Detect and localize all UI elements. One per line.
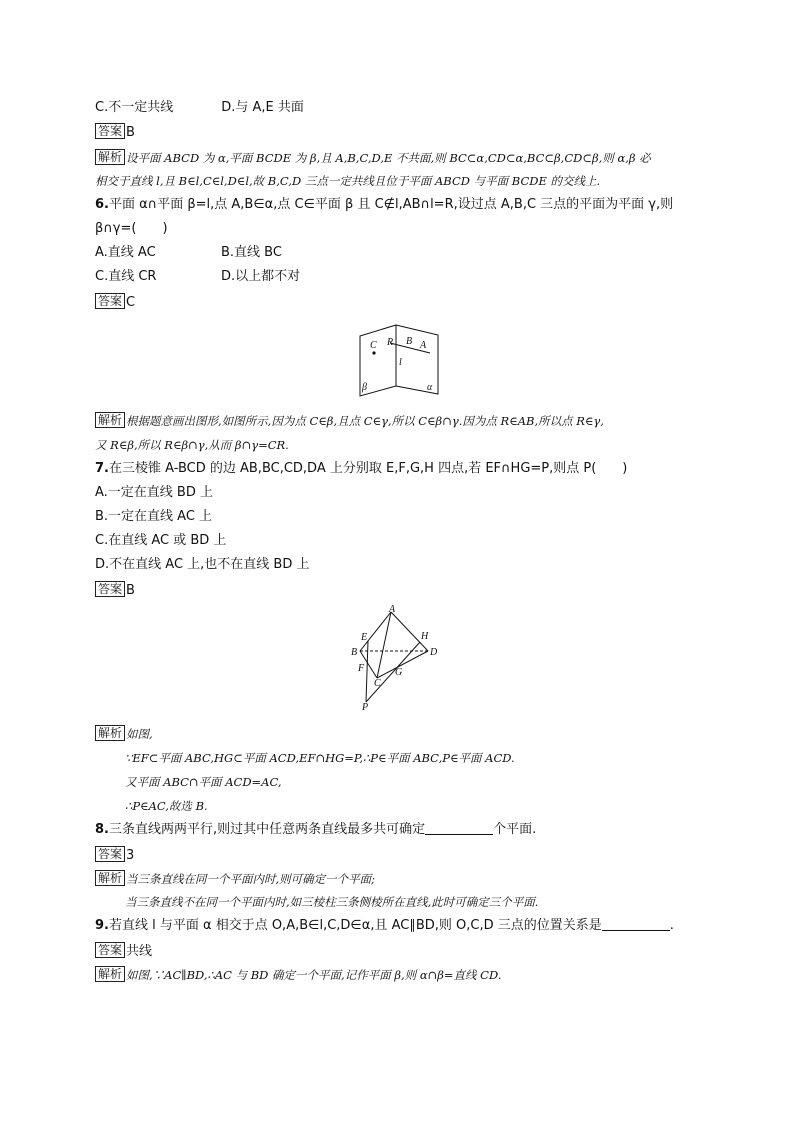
label-beta: β — [362, 382, 367, 393]
q6-option-d: D.以上都不对 — [221, 269, 301, 284]
q9-analysis: 解析 如图,∵AC∥BD,∴AC 与 BD 确定一个平面,记作平面 β,则 α∩β=直线 CD. — [95, 966, 501, 984]
analysis-label: 解析 — [95, 725, 125, 741]
q7-analysis-line-3: 又平面 ABC∩平面 ACD=AC, — [125, 775, 282, 789]
answer-label: 答案 — [95, 293, 125, 309]
q7-analysis-line-4: ∴P∈AC,故选 B. — [125, 799, 208, 813]
q7-analysis-line-2: ∵EF⊂平面 ABC,HG⊂平面 ACD,EF∩HG=P,∴P∈平面 ABC,P∈平面 ACD. — [125, 751, 515, 765]
analysis-label: 解析 — [95, 149, 125, 165]
q6-stem-line-2: β∩γ=( ) — [95, 221, 168, 236]
q7-answer — [95, 581, 135, 599]
label-p: P — [362, 702, 369, 712]
analysis-label: 解析 — [95, 412, 125, 428]
analysis-label: 解析 — [95, 966, 125, 982]
q5-answer — [95, 123, 135, 141]
q6-options-ab — [95, 245, 282, 261]
q7-analysis-line-1: 解析 如图, — [95, 725, 153, 743]
q9-answer-value: 共线 — [126, 944, 153, 959]
q5-answer-value: B — [126, 125, 135, 140]
q7-answer-value: B — [126, 583, 135, 598]
label-a: A — [389, 604, 396, 615]
q8-blank — [425, 822, 493, 835]
q6-stem-line-1: 6.平面 α∩平面 β=l,点 A,B∈α,点 C∈平面 β 且 C∉l,AB∩l=R,设过点 A,B,C 三点的平面为平面 γ,则 — [95, 197, 674, 212]
q7-option-b: B.一定在直线 AC 上 — [95, 509, 213, 524]
q6-analysis-line-2: 又 R∈β,所以 R∈β∩γ,从而 β∩γ=CR. — [95, 438, 289, 452]
answer-label: 答案 — [95, 846, 125, 862]
label-e: E — [361, 632, 368, 643]
q6-options-cd — [95, 269, 300, 285]
q7-figure-tetrahedron — [344, 604, 444, 712]
label-c: C — [374, 678, 381, 689]
q8-analysis-line-1: 解析 当三条直线在同一个平面内时,则可确定一个平面; — [95, 870, 375, 888]
label-d: D — [430, 647, 438, 658]
q6-answer — [95, 293, 135, 311]
label-f: F — [358, 663, 365, 674]
answer-label: 答案 — [95, 942, 125, 958]
q7-option-c: C.在直线 AC 或 BD 上 — [95, 533, 227, 548]
q9-answer — [95, 942, 152, 960]
q7-number: 7. — [95, 461, 109, 476]
label-b: B — [406, 336, 413, 347]
q8-answer — [95, 846, 134, 864]
label-h: H — [421, 631, 429, 642]
label-a: A — [420, 340, 427, 351]
label-c: C — [370, 340, 377, 351]
q9-blank — [602, 918, 670, 931]
q8-answer-value: 3 — [126, 848, 135, 863]
q5-option-d: D.与 A,E 共面 — [221, 100, 304, 115]
q6-answer-value: C — [126, 295, 136, 310]
q5-option-c: C.不一定共线 — [95, 100, 174, 115]
answer-label: 答案 — [95, 123, 125, 139]
label-l: l — [399, 357, 402, 368]
q7-option-d: D.不在直线 AC 上,也不在直线 BD 上 — [95, 557, 310, 572]
q8-analysis-line-2: 当三条直线不在同一个平面内时,如三棱柱三条侧棱所在直线,此时可确定三个平面. — [125, 895, 539, 909]
q6-option-c: C.直线 CR — [95, 269, 157, 284]
label-g: G — [395, 667, 403, 678]
q6-option-b: B.直线 BC — [221, 245, 282, 260]
q6-number: 6. — [95, 197, 109, 212]
analysis-label: 解析 — [95, 870, 125, 886]
q8-number: 8. — [95, 822, 109, 837]
q5-options-cd — [95, 100, 304, 116]
answer-label: 答案 — [95, 581, 125, 597]
q5-analysis-line-2: 相交于直线 l,且 B∈l,C∈l,D∈l,故 B,C,D 三点一定共线且位于平面 ABCD 与平面 BCDE 的交线上. — [95, 174, 601, 188]
q9-number: 9. — [95, 918, 109, 933]
q6-figure-planes — [352, 320, 452, 402]
q7-option-a: A.一定在直线 BD 上 — [95, 485, 213, 500]
label-b: B — [351, 647, 358, 658]
q8-stem: 8.三条直线两两平行,则过其中任意两条直线最多共可确定 个平面. — [95, 822, 537, 837]
q6-analysis-line-1: 解析 根据题意画出图形,如图所示,因为点 C∈β,且点 C∈γ,所以 C∈β∩γ.因为点 R∈AB,所以点 R∈γ, — [95, 412, 604, 430]
q6-option-a: A.直线 AC — [95, 245, 156, 260]
q5-analysis-line-1: 解析 设平面 ABCD 为 α,平面 BCDE 为 β,且 A,B,C,D,E 不共面,则 BC⊂α,CD⊂α,BC⊂β,CD⊂β,则 α,β 必 — [95, 149, 651, 167]
point-c — [372, 351, 375, 354]
label-r: R — [387, 337, 394, 348]
q9-stem: 9.若直线 l 与平面 α 相交于点 O,A,B∈l,C,D∈α,且 AC∥BD,则 O,C,D 三点的位置关系是 . — [95, 918, 674, 933]
label-alpha: α — [427, 382, 433, 393]
q7-stem: 7.在三棱锥 A-BCD 的边 AB,BC,CD,DA 上分别取 E,F,G,H 四点,若 EF∩HG=P,则点 P( ) — [95, 461, 628, 476]
